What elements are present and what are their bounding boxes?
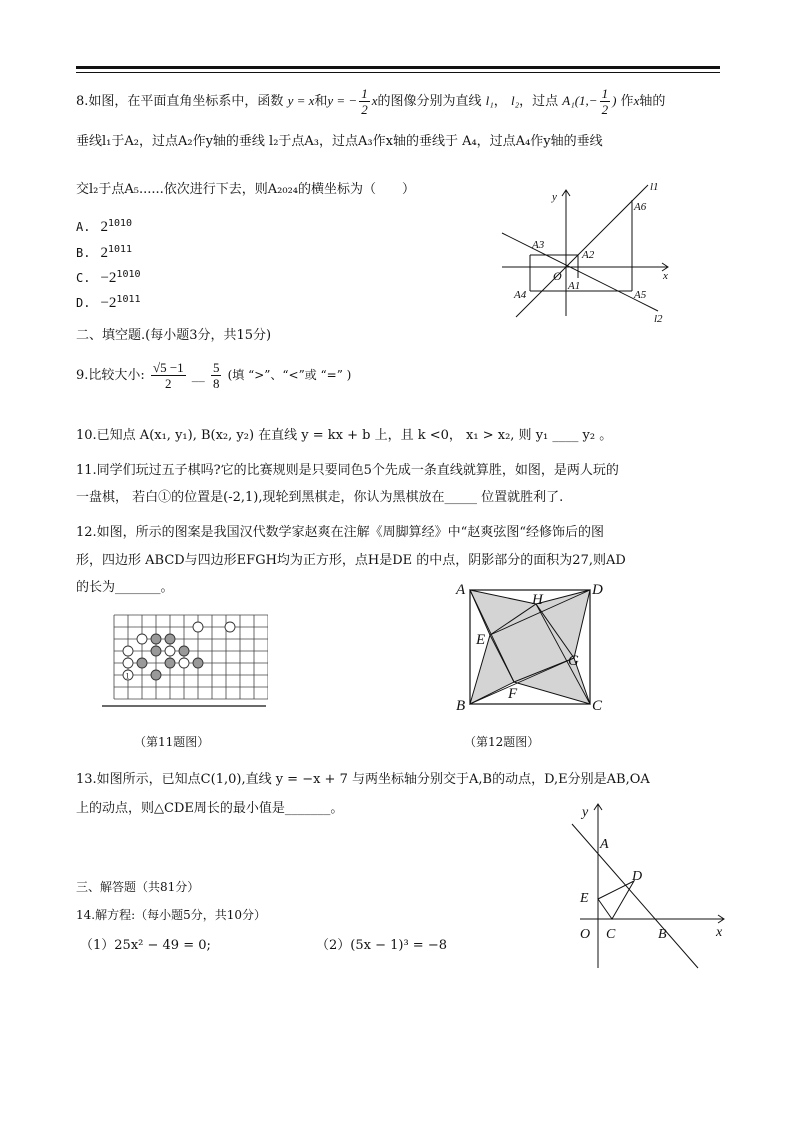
fig8-label-l1: l1 [650, 181, 659, 193]
fig8-label-y: y [552, 191, 557, 203]
q8-option-d[interactable]: D. $-2^{1011}$ [76, 294, 141, 311]
section3-heading: 三、解答题（共81分） [76, 880, 200, 894]
white-stone [123, 658, 133, 668]
white-stone [193, 622, 203, 632]
q12-line2: 形，四边形 ABCD与四边形EFGH均为正方形，点H是DE 的中点，阴影部分的面积为27,则AD [76, 553, 626, 568]
label-g: G [568, 653, 579, 669]
fig13-label-b: B [658, 927, 667, 942]
q8-option-b[interactable]: B. $2^{1011}$ [76, 244, 133, 261]
fig8-label-a4: A4 [514, 289, 527, 301]
fig8-label-l2: l2 [654, 313, 663, 325]
q13-line2: 上的动点，则△CDE周长的最小值是_______。 [76, 801, 344, 816]
white-stone [179, 658, 189, 668]
black-stone [165, 634, 175, 644]
q14-title: 14.解方程:（每小题5分，共10分） [76, 908, 267, 922]
black-stone [151, 646, 161, 656]
fig13-label-c: C [606, 927, 616, 942]
q12-line3: 的长为_______。 [76, 580, 174, 595]
q12-line1: 12.如图，所示的图案是我国汉代数学家赵爽在注解《周脚算经》中“赵爽弦图“经修饰后的图 [76, 525, 604, 540]
fig8-label-a1: A1 [568, 280, 581, 292]
label-b: B [456, 698, 466, 714]
shaded-region [470, 590, 590, 704]
triangle-cde [598, 881, 634, 919]
label-d: D [592, 582, 603, 598]
label-a: A [456, 582, 466, 598]
fig13-label-o: O [580, 927, 591, 942]
fig13-label-d: D [632, 869, 643, 884]
q11-line2: 一盘棋， 若白①的位置是(-2,1),现轮到黑棋走，你认为黑棋放在_____ 位置就胜利了. [76, 490, 564, 505]
fig8-label-a2: A2 [582, 249, 595, 261]
fig8-label-a3: A3 [532, 239, 545, 251]
white-stone [165, 646, 175, 656]
label-c: C [592, 698, 603, 714]
q14-part2: （2）(5x − 1)³ = −8 [316, 938, 447, 953]
q12-caption: （第12题图） [464, 735, 540, 749]
zhao-shuang-figure [450, 578, 610, 714]
fig13-label-a: A [600, 837, 609, 852]
section2-heading: 二、填空题.(每小题3分，共15分) [76, 328, 272, 343]
label-e: E [476, 632, 486, 648]
stone-1-label: 1 [125, 671, 130, 681]
q8-option-c[interactable]: C. $-2^{1010}$ [76, 269, 141, 286]
black-stone [151, 634, 161, 644]
fig8-label-o: O [553, 269, 562, 283]
q8-line2: 垂线l₁于A₂，过点A₂作y轴的垂线 l₂于点A₃，过点A₃作x轴的垂线于 A₄，过点A₄作y轴的垂线 [76, 134, 603, 149]
fig13-label-y: y [582, 805, 589, 820]
q9: 9.比较大小: $\frac{√5 -1}{2}$ __ $\frac{5}{8}$ (填 “>”、“<”或 “=” ) [76, 360, 352, 391]
white-stone [137, 634, 147, 644]
white-stone [123, 646, 133, 656]
q10: 10.已知点 A(x₁, y₁), B(x₂, y₂) 在直线 y = kx + b 上，且 k <0， x₁ > x₂, 则 y₁ ____ y₂ 。 [76, 428, 613, 443]
q8-line3: 交l₂于点A₅......依次进行下去，则A₂₀₂₄的横坐标为（ ） [76, 182, 415, 197]
black-stone [151, 670, 161, 680]
header-rule-thick [76, 66, 720, 69]
q11-caption: （第11题图） [134, 735, 210, 749]
line-ab [572, 824, 698, 968]
q13-line1: 13.如图所示，已知点C(1,0),直线 y = −x + 7 与两坐标轴分别交于A,B的动点，D,E分别是AB,OA [76, 772, 650, 787]
q8-figure [498, 176, 678, 326]
fig13-label-x: x [716, 925, 723, 940]
black-stone [165, 658, 175, 668]
q8-line1: 8.如图，在平面直角坐标系中，函数 y = x和y = − $\frac{1}{2}$ x的图像分别为直线 l₁， l₂，过点 A₁(1,− $\frac{1}{2}$ ) 作x轴的 [76, 86, 666, 117]
fig8-label-a5: A5 [634, 289, 647, 301]
q11-line1: 11.同学们玩过五子棋吗?它的比赛规则是只要同色5个先成一条直线就算胜，如图，是两人玩的 [76, 463, 619, 478]
q13-figure [560, 796, 736, 974]
fig13-label-e: E [580, 891, 589, 906]
q14-part1: （1）25x² − 49 = 0; [80, 938, 211, 953]
q8-option-a[interactable]: A. $2^{1010}$ [76, 218, 133, 235]
black-stone [137, 658, 147, 668]
black-stone [193, 658, 203, 668]
label-f: F [508, 686, 518, 702]
label-h: H [532, 592, 543, 608]
white-stone [225, 622, 235, 632]
fig8-label-a6: A6 [634, 201, 647, 213]
gobang-board [100, 608, 268, 708]
header-rule-thin [76, 72, 720, 73]
fig8-label-x: x [663, 270, 668, 282]
black-stone [179, 646, 189, 656]
